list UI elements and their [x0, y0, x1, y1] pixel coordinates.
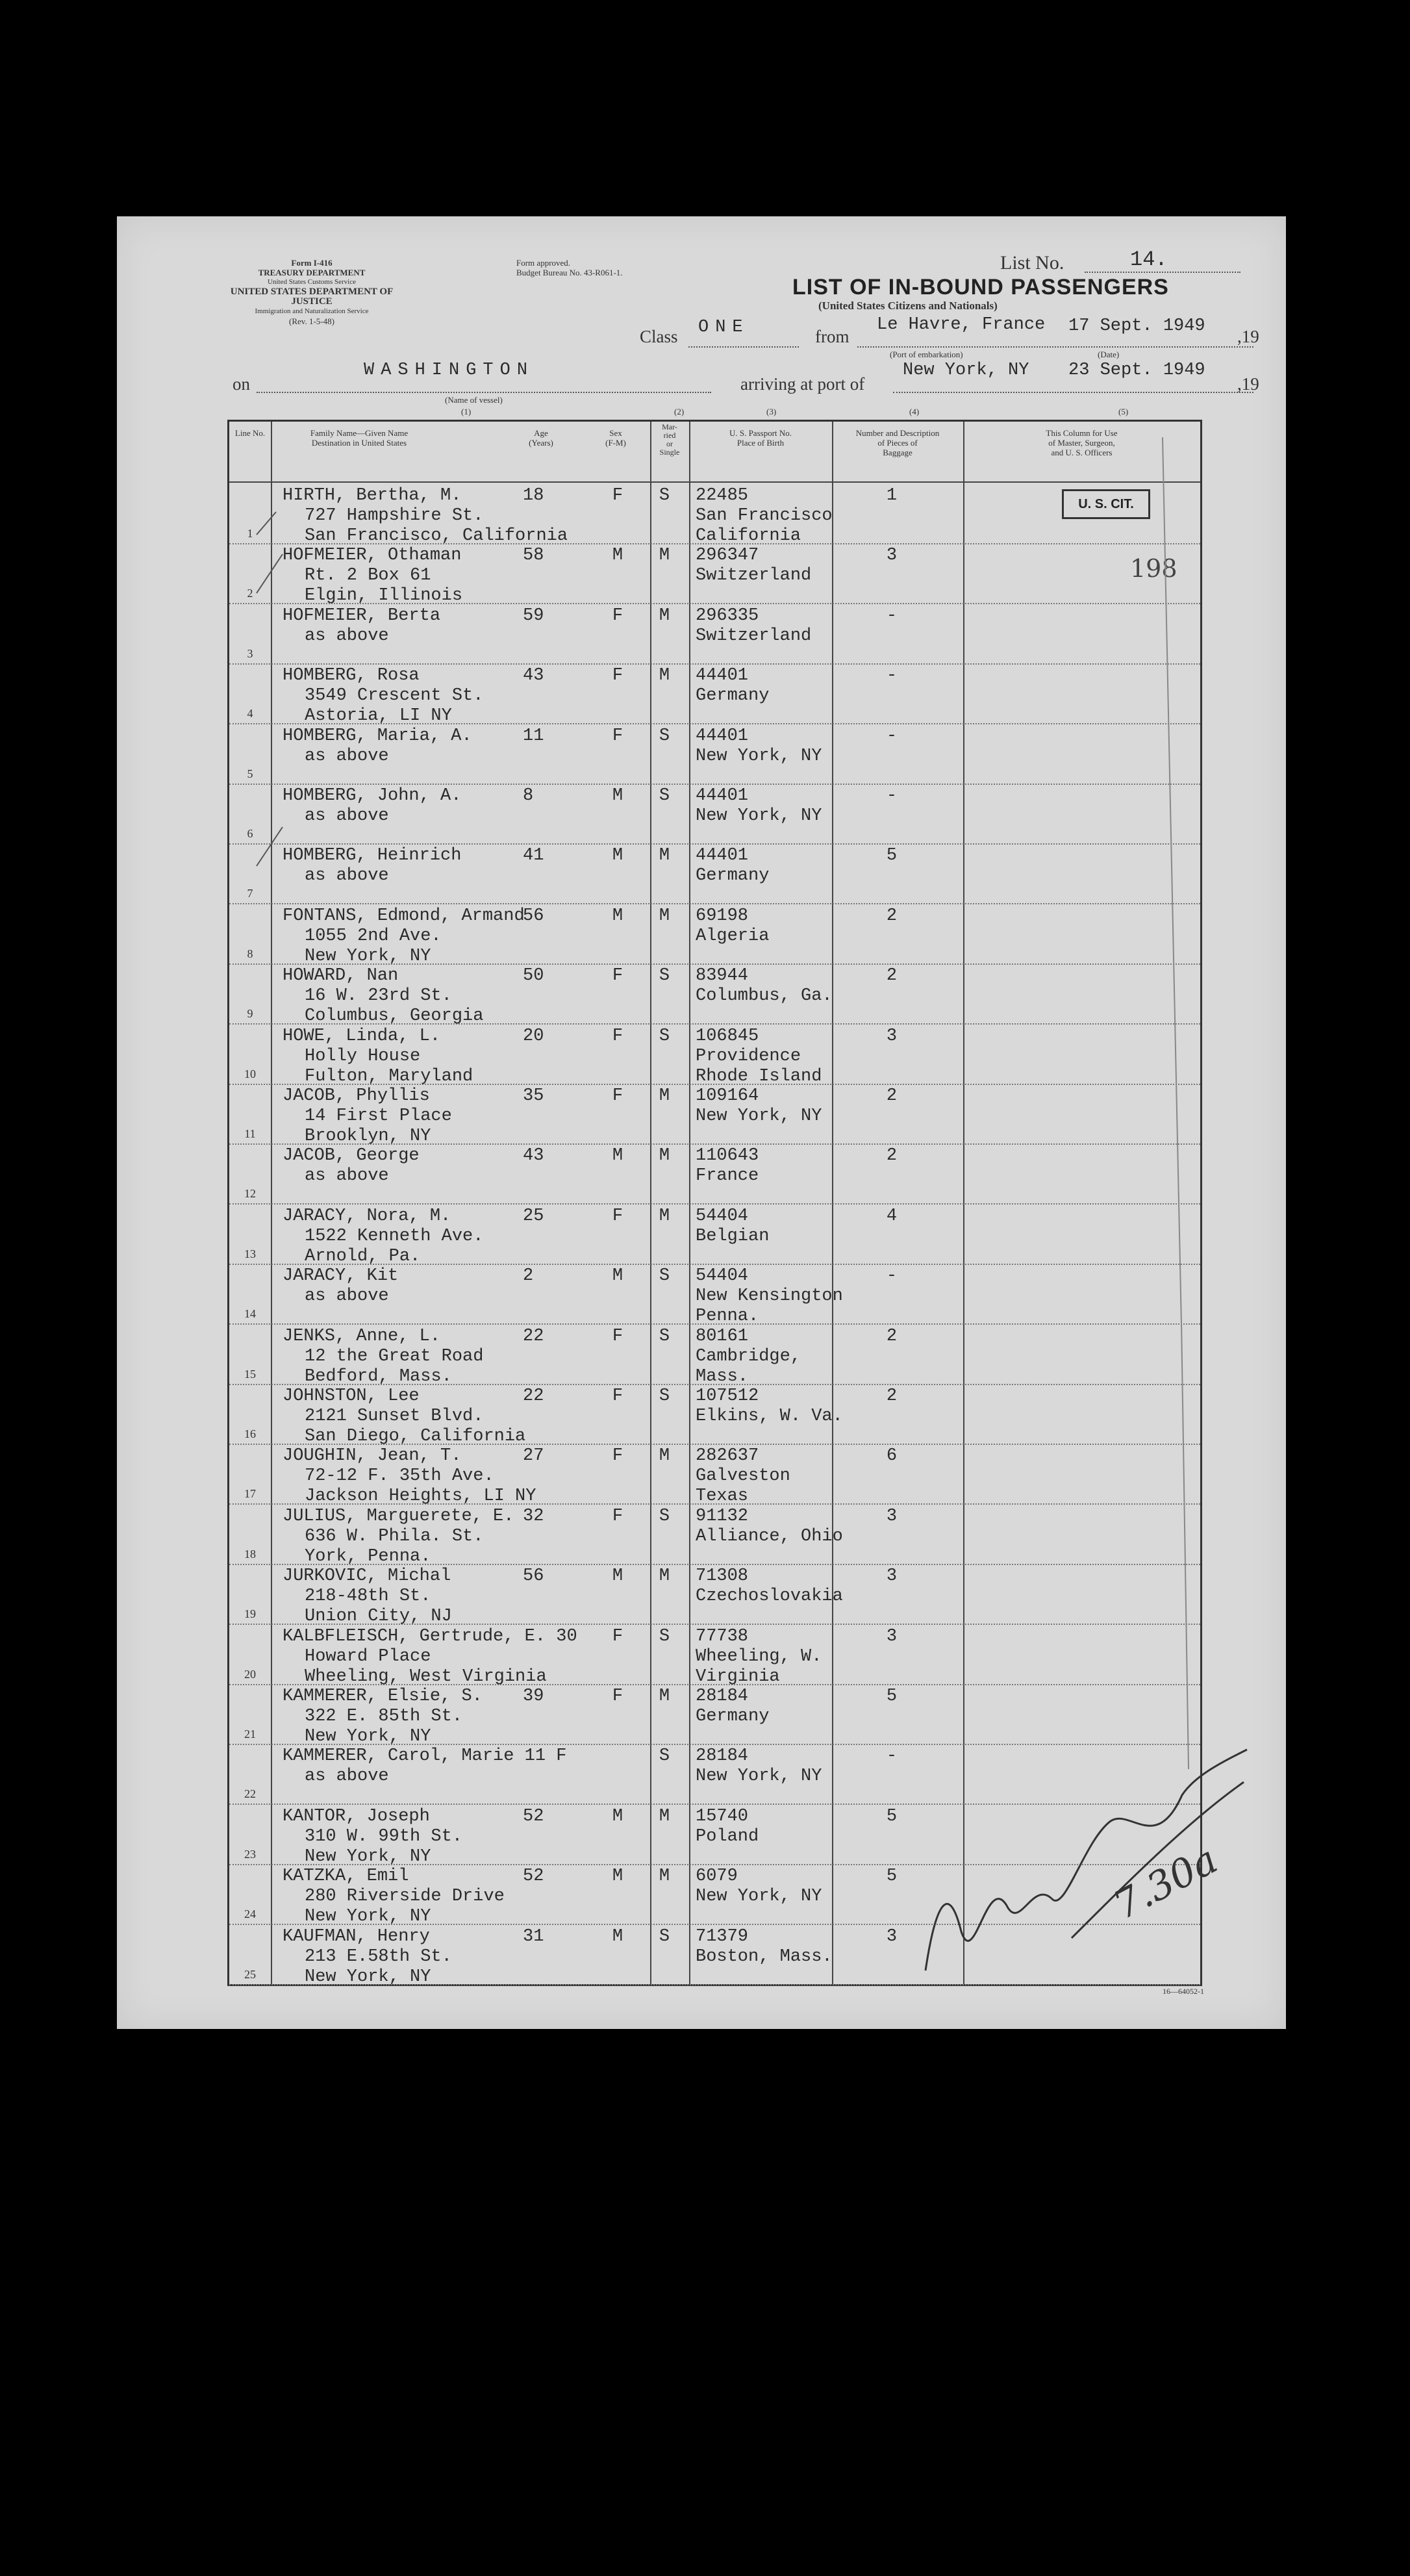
line-number: 18	[244, 1547, 256, 1561]
passenger-name: JURKOVIC, Michal	[283, 1566, 451, 1587]
passport-number: 83944	[696, 966, 749, 986]
sex: F	[612, 606, 623, 626]
form-revision: (Rev. 1-5-48)	[289, 316, 334, 326]
passport-number: 91132	[696, 1506, 749, 1526]
destination-line: 2121 Sunset Blvd.	[305, 1407, 484, 1426]
sex: F	[612, 666, 623, 686]
marital-status: S	[659, 1026, 670, 1046]
passport-number: 44401	[696, 726, 749, 746]
place-of-birth: France	[696, 1166, 759, 1186]
line-number: 15	[244, 1367, 256, 1381]
line-number: 22	[244, 1787, 256, 1801]
destination-line: as above	[305, 1166, 389, 1186]
age: 50	[523, 966, 544, 986]
destination-line: Holly House	[305, 1046, 421, 1066]
age: 8	[523, 786, 534, 806]
destination-line: New York, NY	[305, 1846, 431, 1867]
destination-line: 1522 Kenneth Ave.	[305, 1226, 484, 1246]
marital-status: S	[659, 1266, 670, 1286]
place-of-birth: Algeria	[696, 926, 770, 946]
col-header-name: Family Name—Given Name Destination in United States	[310, 428, 409, 448]
age: 22	[523, 1386, 544, 1406]
passport-number: 69198	[696, 906, 749, 926]
place-of-birth: Galveston	[696, 1466, 790, 1486]
destination-line: 3549 Crescent St.	[305, 686, 484, 706]
signature-underline	[1072, 1782, 1244, 1938]
passenger-name: HOMBERG, Rosa	[283, 666, 420, 686]
marital-status: S	[659, 1506, 670, 1526]
sex: F	[612, 486, 623, 505]
line-number: 3	[247, 646, 253, 660]
age: 58	[523, 546, 544, 566]
line-number: 4	[247, 707, 253, 721]
date-caption: (Date)	[1098, 350, 1120, 359]
line-number: 1	[247, 527, 253, 540]
sex: M	[612, 546, 623, 566]
sex: F	[612, 1446, 623, 1466]
marital-status: M	[659, 906, 670, 926]
page-subtitle: (United States Citizens and Nationals)	[818, 300, 998, 312]
place-of-birth: Switzerland	[696, 566, 812, 586]
sex: F	[612, 1326, 623, 1346]
col-header-baggage: Number and Description of Pieces of Baggage	[855, 428, 940, 457]
destination-line: Howard Place	[305, 1646, 431, 1666]
age: 52	[523, 1867, 544, 1887]
passport-number: 109164	[696, 1086, 759, 1106]
arrival-date: 23 Sept. 1949	[1068, 361, 1205, 380]
col-header-age: Age (Years)	[529, 428, 553, 448]
passenger-name: JENKS, Anne, L.	[283, 1326, 441, 1346]
passenger-name: HOMBERG, John, A.	[283, 786, 462, 806]
place-of-birth: Germany	[696, 686, 770, 706]
marital-status: M	[659, 666, 670, 686]
baggage-count: 2	[886, 1386, 898, 1406]
sex: M	[612, 1146, 623, 1166]
marital-status: S	[659, 786, 670, 806]
sex: F	[612, 1386, 623, 1406]
line-number: 10	[244, 1067, 256, 1080]
baggage-count: 3	[886, 1926, 898, 1946]
form-footer-code: 16—64052-1	[1163, 1987, 1204, 1996]
passport-number: 6079	[696, 1867, 738, 1887]
place-of-birth: Alliance, Ohio	[696, 1526, 843, 1546]
port-caption: (Port of embarkation)	[890, 350, 963, 359]
margin-number: 198	[1130, 554, 1177, 583]
marital-status: S	[659, 1746, 670, 1766]
passport-number: 22485	[696, 486, 749, 505]
pencil-mark-3	[257, 827, 283, 866]
destination-line: San Diego, California	[305, 1427, 526, 1446]
destination-line: 16 W. 23rd St.	[305, 986, 452, 1006]
destination-line: Wheeling, West Virginia	[305, 1666, 547, 1687]
sex: F	[612, 1687, 623, 1706]
col-header-line: Line No.	[234, 428, 266, 438]
passport-number: 44401	[696, 666, 749, 686]
age: 32	[523, 1506, 544, 1526]
col-number-5: (5)	[1118, 407, 1129, 416]
sex: M	[612, 786, 623, 806]
baggage-count: 2	[886, 1326, 898, 1346]
passenger-name: JARACY, Kit	[283, 1266, 399, 1286]
passenger-name: JACOB, Phyllis	[283, 1086, 430, 1106]
place-of-birth: Mass.	[696, 1366, 749, 1386]
baggage-count: -	[886, 786, 898, 806]
age: 56	[523, 1566, 544, 1587]
destination-line: New York, NY	[305, 946, 431, 966]
destination-line: 14 First Place	[305, 1106, 452, 1126]
baggage-count: -	[886, 726, 898, 746]
from-year-suffix: ,19	[1237, 327, 1259, 346]
destination-line: San Francisco, California	[305, 526, 568, 546]
line-number: 11	[244, 1127, 256, 1140]
place-of-birth: Czechoslovakia	[696, 1587, 843, 1607]
baggage-count: 3	[886, 1026, 898, 1046]
passport-number: 15740	[696, 1806, 749, 1826]
passenger-name: KANTOR, Joseph	[283, 1806, 430, 1826]
baggage-count: 2	[886, 906, 898, 926]
baggage-count: -	[886, 606, 898, 626]
arriving-label: arriving at port of	[740, 374, 865, 394]
passenger-name: HOFMEIER, Berta	[283, 606, 441, 626]
list-no-value: 14.	[1130, 248, 1168, 272]
passenger-name: KALBFLEISCH, Gertrude, E. 30	[283, 1626, 577, 1646]
marital-status: M	[659, 1206, 670, 1226]
marital-status: S	[659, 1326, 670, 1346]
age: 41	[523, 846, 544, 866]
age: 11	[523, 726, 544, 746]
place-of-birth: New Kensington	[696, 1286, 843, 1307]
age: 22	[523, 1326, 544, 1346]
passenger-name: JULIUS, Marguerete, E.	[283, 1506, 514, 1526]
col-header-officers: This Column for Use of Master, Surgeon, and U. S. Officers	[1046, 428, 1118, 457]
handwritten-time: 7.30a	[1106, 1837, 1225, 1929]
destination-line: 213 E.58th St.	[305, 1946, 452, 1967]
customs-service: United States Customs Service	[268, 278, 356, 286]
marital-status: S	[659, 726, 670, 746]
immigration-service: Immigration and Naturalization Service	[255, 307, 369, 315]
destination-line: Elgin, Illinois	[305, 586, 463, 606]
sex: F	[612, 1206, 623, 1226]
destination-line: as above	[305, 1286, 389, 1307]
destination-line: 310 W. 99th St.	[305, 1826, 463, 1846]
passenger-name: HOWARD, Nan	[283, 966, 399, 986]
passenger-name: KAMMERER, Carol, Marie 11 F	[283, 1746, 567, 1766]
place-of-birth: Cambridge,	[696, 1346, 801, 1366]
passenger-name: KAMMERER, Elsie, S.	[283, 1687, 483, 1706]
age: 39	[523, 1687, 544, 1706]
arrival-port: New York, NY	[903, 361, 1029, 380]
passport-number: 71379	[696, 1926, 749, 1946]
age: 59	[523, 606, 544, 626]
baggage-count: -	[886, 666, 898, 686]
passenger-name: KATZKA, Emil	[283, 1867, 409, 1887]
place-of-birth: Elkins, W. Va.	[696, 1407, 843, 1426]
page-title: LIST OF IN-BOUND PASSENGERS	[792, 275, 1169, 300]
place-of-birth: Rhode Island	[696, 1066, 822, 1086]
passport-number: 28184	[696, 1746, 749, 1766]
passport-number: 106845	[696, 1026, 759, 1046]
place-of-birth: Virginia	[696, 1666, 780, 1687]
place-of-birth: California	[696, 526, 801, 546]
from-date: 17 Sept. 1949	[1068, 316, 1205, 336]
line-number: 6	[247, 827, 253, 840]
place-of-birth: New York, NY	[696, 1766, 822, 1787]
sex: M	[612, 1806, 623, 1826]
destination-line: 322 E. 85th St.	[305, 1707, 463, 1726]
col-number-1: (1)	[461, 407, 472, 416]
class-label: Class	[640, 327, 678, 346]
marital-status: M	[659, 1806, 670, 1826]
line-number: 20	[244, 1667, 256, 1681]
marital-status: M	[659, 1146, 670, 1166]
baggage-count: 2	[886, 1146, 898, 1166]
place-of-birth: Switzerland	[696, 626, 812, 646]
passport-number: 296347	[696, 546, 759, 566]
sex: F	[612, 1506, 623, 1526]
sex: M	[612, 1566, 623, 1587]
baggage-count: 5	[886, 1806, 898, 1826]
place-of-birth: San Francisco	[696, 506, 833, 526]
destination-line: 636 W. Phila. St.	[305, 1526, 484, 1546]
destination-line: 218-48th St.	[305, 1587, 431, 1607]
from-label: from	[815, 327, 850, 346]
marital-status: M	[659, 1687, 670, 1706]
destination-line: New York, NY	[305, 1907, 431, 1927]
on-label: on	[233, 374, 250, 394]
destination-line: Union City, NJ	[305, 1607, 452, 1627]
age: 35	[523, 1086, 544, 1106]
from-port: Le Havre, France	[877, 315, 1046, 335]
sex: F	[612, 1086, 623, 1106]
baggage-count: 5	[886, 1687, 898, 1706]
line-number: 9	[247, 1007, 253, 1021]
sex: M	[612, 906, 623, 926]
col-header-sex: Sex (F-M)	[605, 428, 626, 448]
destination-line: Brooklyn, NY	[305, 1127, 431, 1146]
place-of-birth: Boston, Mass.	[696, 1946, 833, 1967]
baggage-count: 4	[886, 1206, 898, 1226]
age: 2	[523, 1266, 534, 1286]
passport-number: 54404	[696, 1206, 749, 1226]
line-number: 2	[247, 587, 253, 600]
line-number: 12	[244, 1187, 256, 1201]
destination-line: 72-12 F. 35th Ave.	[305, 1466, 494, 1486]
justice-department: UNITED STATES DEPARTMENT OF JUSTICE	[230, 287, 394, 307]
age: 27	[523, 1446, 544, 1466]
place-of-birth: New York, NY	[696, 1887, 822, 1907]
baggage-count: 5	[886, 846, 898, 866]
baggage-count: 3	[886, 546, 898, 566]
age: 18	[523, 486, 544, 505]
passport-number: 282637	[696, 1446, 759, 1466]
age: 43	[523, 1146, 544, 1166]
destination-line: as above	[305, 806, 389, 826]
age: 31	[523, 1926, 544, 1946]
passport-number: 77738	[696, 1626, 749, 1646]
marital-status: S	[659, 966, 670, 986]
line-number: 21	[244, 1728, 256, 1741]
form-number: Form I-416	[291, 258, 333, 268]
sex: M	[612, 1867, 623, 1887]
baggage-count: 3	[886, 1626, 898, 1646]
line-number: 23	[244, 1847, 256, 1861]
passenger-manifest-page	[117, 216, 1286, 2029]
age: 20	[523, 1026, 544, 1046]
marital-status: S	[659, 1926, 670, 1946]
marital-status: M	[659, 1867, 670, 1887]
destination-line: as above	[305, 626, 389, 646]
passenger-name: HOWE, Linda, L.	[283, 1026, 441, 1046]
passport-number: 110643	[696, 1146, 759, 1166]
age: 52	[523, 1806, 544, 1826]
handwritten-annotations	[117, 216, 1286, 2029]
destination-line: 12 the Great Road	[305, 1346, 484, 1366]
baggage-count: 5	[886, 1867, 898, 1887]
place-of-birth: Penna.	[696, 1307, 759, 1327]
sex: M	[612, 1926, 623, 1946]
pencil-mark-1	[257, 512, 276, 535]
marital-status: S	[659, 1626, 670, 1646]
line-number: 14	[244, 1307, 256, 1321]
passenger-name: JARACY, Nora, M.	[283, 1206, 451, 1226]
passenger-name: FONTANS, Edmond, Armand	[283, 906, 525, 926]
line-number: 5	[247, 767, 253, 780]
vessel-caption: (Name of vessel)	[445, 395, 503, 405]
place-of-birth: New York, NY	[696, 1106, 822, 1126]
class-value: ONE	[698, 318, 749, 337]
place-of-birth: New York, NY	[696, 746, 822, 766]
baggage-count: 2	[886, 966, 898, 986]
arrival-year-suffix: ,19	[1237, 374, 1259, 394]
place-of-birth: Germany	[696, 866, 770, 886]
marital-status: M	[659, 546, 670, 566]
destination-line: Rt. 2 Box 61	[305, 566, 431, 586]
passenger-name: HIRTH, Bertha, M.	[283, 486, 462, 505]
place-of-birth: Belgian	[696, 1226, 770, 1246]
sex: M	[612, 1266, 623, 1286]
sex: F	[612, 1026, 623, 1046]
treasury-department: TREASURY DEPARTMENT	[258, 268, 366, 277]
destination-line: Columbus, Georgia	[305, 1006, 484, 1027]
marital-status: M	[659, 846, 670, 866]
destination-line: 727 Hampshire St.	[305, 506, 484, 526]
passenger-name: HOFMEIER, Othaman	[283, 546, 462, 566]
destination-line: 280 Riverside Drive	[305, 1887, 505, 1907]
baggage-count: 3	[886, 1506, 898, 1526]
place-of-birth: New York, NY	[696, 806, 822, 826]
sex: M	[612, 846, 623, 866]
destination-line: New York, NY	[305, 1727, 431, 1746]
baggage-count: 6	[886, 1446, 898, 1466]
line-number: 19	[244, 1607, 256, 1621]
passport-number: 71308	[696, 1566, 749, 1587]
age: 56	[523, 906, 544, 926]
age: 25	[523, 1206, 544, 1226]
baggage-count: 2	[886, 1086, 898, 1106]
marital-status: M	[659, 1446, 670, 1466]
destination-line: as above	[305, 746, 389, 766]
destination-line: as above	[305, 866, 389, 886]
passenger-name: JOUGHIN, Jean, T.	[283, 1446, 462, 1466]
destination-line: Arnold, Pa.	[305, 1246, 421, 1266]
baggage-count: -	[886, 1266, 898, 1286]
passport-number: 54404	[696, 1266, 749, 1286]
line-number: 13	[244, 1247, 256, 1260]
line-number: 24	[244, 1907, 256, 1921]
form-approved: Form approved.	[516, 258, 571, 268]
passenger-name: HOMBERG, Maria, A.	[283, 726, 472, 746]
vessel-name: WASHINGTON	[364, 361, 535, 380]
sex: F	[612, 966, 623, 986]
destination-line: as above	[305, 1766, 389, 1787]
passenger-name: KAUFMAN, Henry	[283, 1926, 430, 1946]
marital-status: S	[659, 1386, 670, 1406]
sex: F	[612, 1626, 623, 1646]
destination-line: Jackson Heights, LI NY	[305, 1486, 536, 1507]
col-header-passport: U. S. Passport No. Place of Birth	[729, 428, 792, 448]
age: 43	[523, 666, 544, 686]
place-of-birth: Wheeling, W.	[696, 1646, 822, 1666]
pencil-mark-2	[257, 554, 283, 593]
place-of-birth: Poland	[696, 1826, 759, 1846]
marital-status: M	[659, 1566, 670, 1587]
passport-number: 28184	[696, 1687, 749, 1706]
marital-status: S	[659, 486, 670, 505]
passenger-name: HOMBERG, Heinrich	[283, 846, 462, 866]
passport-number: 80161	[696, 1326, 749, 1346]
place-of-birth: Providence	[696, 1046, 801, 1066]
sex: F	[612, 726, 623, 746]
passport-number: 107512	[696, 1386, 759, 1406]
line-number: 17	[244, 1487, 256, 1501]
marital-status: M	[659, 606, 670, 626]
baggage-count: -	[886, 1746, 898, 1766]
col-number-3: (3)	[766, 407, 777, 416]
passport-number: 44401	[696, 786, 749, 806]
passport-number: 44401	[696, 846, 749, 866]
budget-bureau: Budget Bureau No. 43-R061-1.	[516, 268, 623, 277]
destination-line: 1055 2nd Ave.	[305, 926, 442, 946]
place-of-birth: Texas	[696, 1486, 749, 1507]
line-number: 8	[247, 947, 253, 960]
us-citizen-stamp: U. S. CIT.	[1062, 489, 1150, 519]
col-number-2: (2)	[674, 407, 685, 416]
destination-line: York, Penna.	[305, 1546, 431, 1566]
baggage-count: 3	[886, 1566, 898, 1587]
passport-number: 296335	[696, 606, 759, 626]
passenger-name: JOHNSTON, Lee	[283, 1386, 420, 1406]
line-number: 16	[244, 1427, 256, 1440]
destination-line: New York, NY	[305, 1967, 431, 1987]
place-of-birth: Germany	[696, 1707, 770, 1726]
list-no-label: List No.	[1000, 252, 1064, 274]
baggage-count: 1	[886, 486, 898, 505]
destination-line: Astoria, LI NY	[305, 706, 452, 726]
destination-line: Bedford, Mass.	[305, 1366, 452, 1386]
place-of-birth: Columbus, Ga.	[696, 986, 833, 1006]
pencil-vertical-line	[1163, 437, 1189, 1769]
destination-line: Fulton, Maryland	[305, 1066, 473, 1086]
passenger-name: JACOB, George	[283, 1146, 420, 1166]
col-number-4: (4)	[909, 407, 920, 416]
line-number: 7	[247, 887, 253, 900]
marital-status: M	[659, 1086, 670, 1106]
col-header-married: Mar- ried or Single	[659, 422, 680, 457]
line-number: 25	[244, 1967, 256, 1981]
